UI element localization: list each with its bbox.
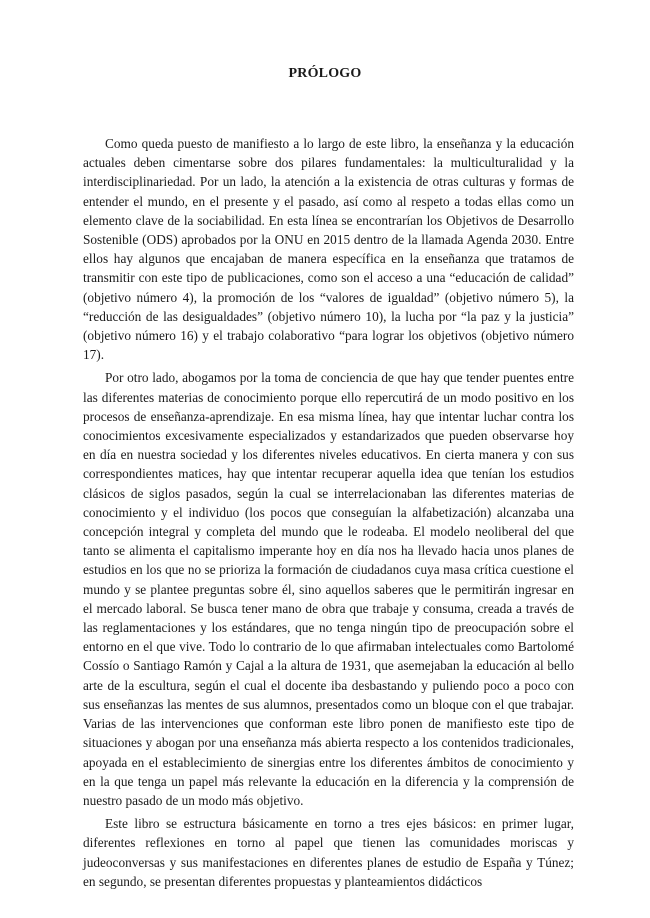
paragraph-3: Este libro se estructura básicamente en torno a tres ejes básicos: en primer lugar, diferentes reflexiones en torno al papel que tienen las comunidades moriscas y judeoconversas y sus manifestaciones en diferentes planes de estudio de España y Túnez; en segundo, se presentan diferentes propuestas y planteamientos didácticos xyxy=(83,816,574,889)
paragraph-2: Por otro lado, abogamos por la toma de conciencia de que hay que tender puentes entre las diferentes materias de conocimiento porque ello repercutirá de un modo positivo en los procesos de enseñanza-aprendizaje. En esa misma línea, hay que intentar luchar contra los conocimientos excesivamente especializados y estandarizados que pueden observarse hoy en día en nuestra sociedad y los diferentes niveles educativos. En cierta manera y con sus correspondientes matices, hay que intentar recuperar aquella idea que tenían los estudios clásicos de siglos pasados, según la cual se interrelacionaban las diferentes materias de conocimiento y el individuo (los pocos que conseguían la alfabetización) alcanzaba una concepción integral y completa del mundo que le rodeaba. El modelo neoliberal del que tanto se alimenta el capitalismo imperante hoy en día nos ha llevado hacia unos planes de estudios en los que no se prioriza la formación de ciudadanos cuya masa crítica cuestione el mundo y se plantee preguntas sobre él, sino aquellos saberes que le permitirán ingresar en el mercado laboral. Se busca tener mano de obra que trabaje y consuma, creada a través de las reglamentaciones y los estándares, que no tenga ningún tipo de preocupación sobre el entorno en el que vive. Todo lo contrario de lo que afirmaban intelectuales como Bartolomé Cossío o Santiago Ramón y Cajal a la altura de 1931, que asemejaban la educación al bello arte de la escultura, según el cual el docente iba desbastando y puliendo poco a poco con sus enseñanzas las mentes de sus alumnos, presentados como un bloque con el que trabajar. Varias de las intervenciones que conforman este libro ponen de manifiesto este tipo de situaciones y abogan por una enseñanza más abierta respecto a los contenidos tradicionales, apoyada en el establecimiento de sinergias entre los diferentes ámbitos de conocimiento y en la que tenga un papel más relevante la educación en la diferencia y la comprensión de nuestro pasado de un modo más objetivo. xyxy=(83,370,574,808)
body-text xyxy=(83,134,574,895)
page-title: PRÓLOGO xyxy=(288,66,362,81)
paragraph-1: Como queda puesto de manifiesto a lo largo de este libro, la enseñanza y la educación actuales deben cimentarse sobre dos pilares fundamentales: la multiculturalidad y la interdisciplinariedad. Por un lado, la atención a la existencia de otras culturas y formas de entender el mundo, en el presente y el pasado, así como al respeto a todas ellas como un elemento clave de la sociabilidad. En esta línea se encontrarían los Objetivos de Desarrollo Sostenible (ODS) aprobados por la ONU en 2015 dentro de la llamada Agenda 2030. Entre ellos hay algunos que encajaban de manera específica en la enseñanza que tratamos de transmitir con este tipo de publicaciones, como son el acceso a una “educación de calidad” (objetivo número 4), la promoción de los “valores de igualdad” (objetivo número 5), la “reducción de las desigualdades” (objetivo número 10), la lucha por “la paz y la justicia” (objetivo número 16) y el trabajo colaborativo “para lograr los objetivos (objetivo número 17). xyxy=(83,136,574,363)
